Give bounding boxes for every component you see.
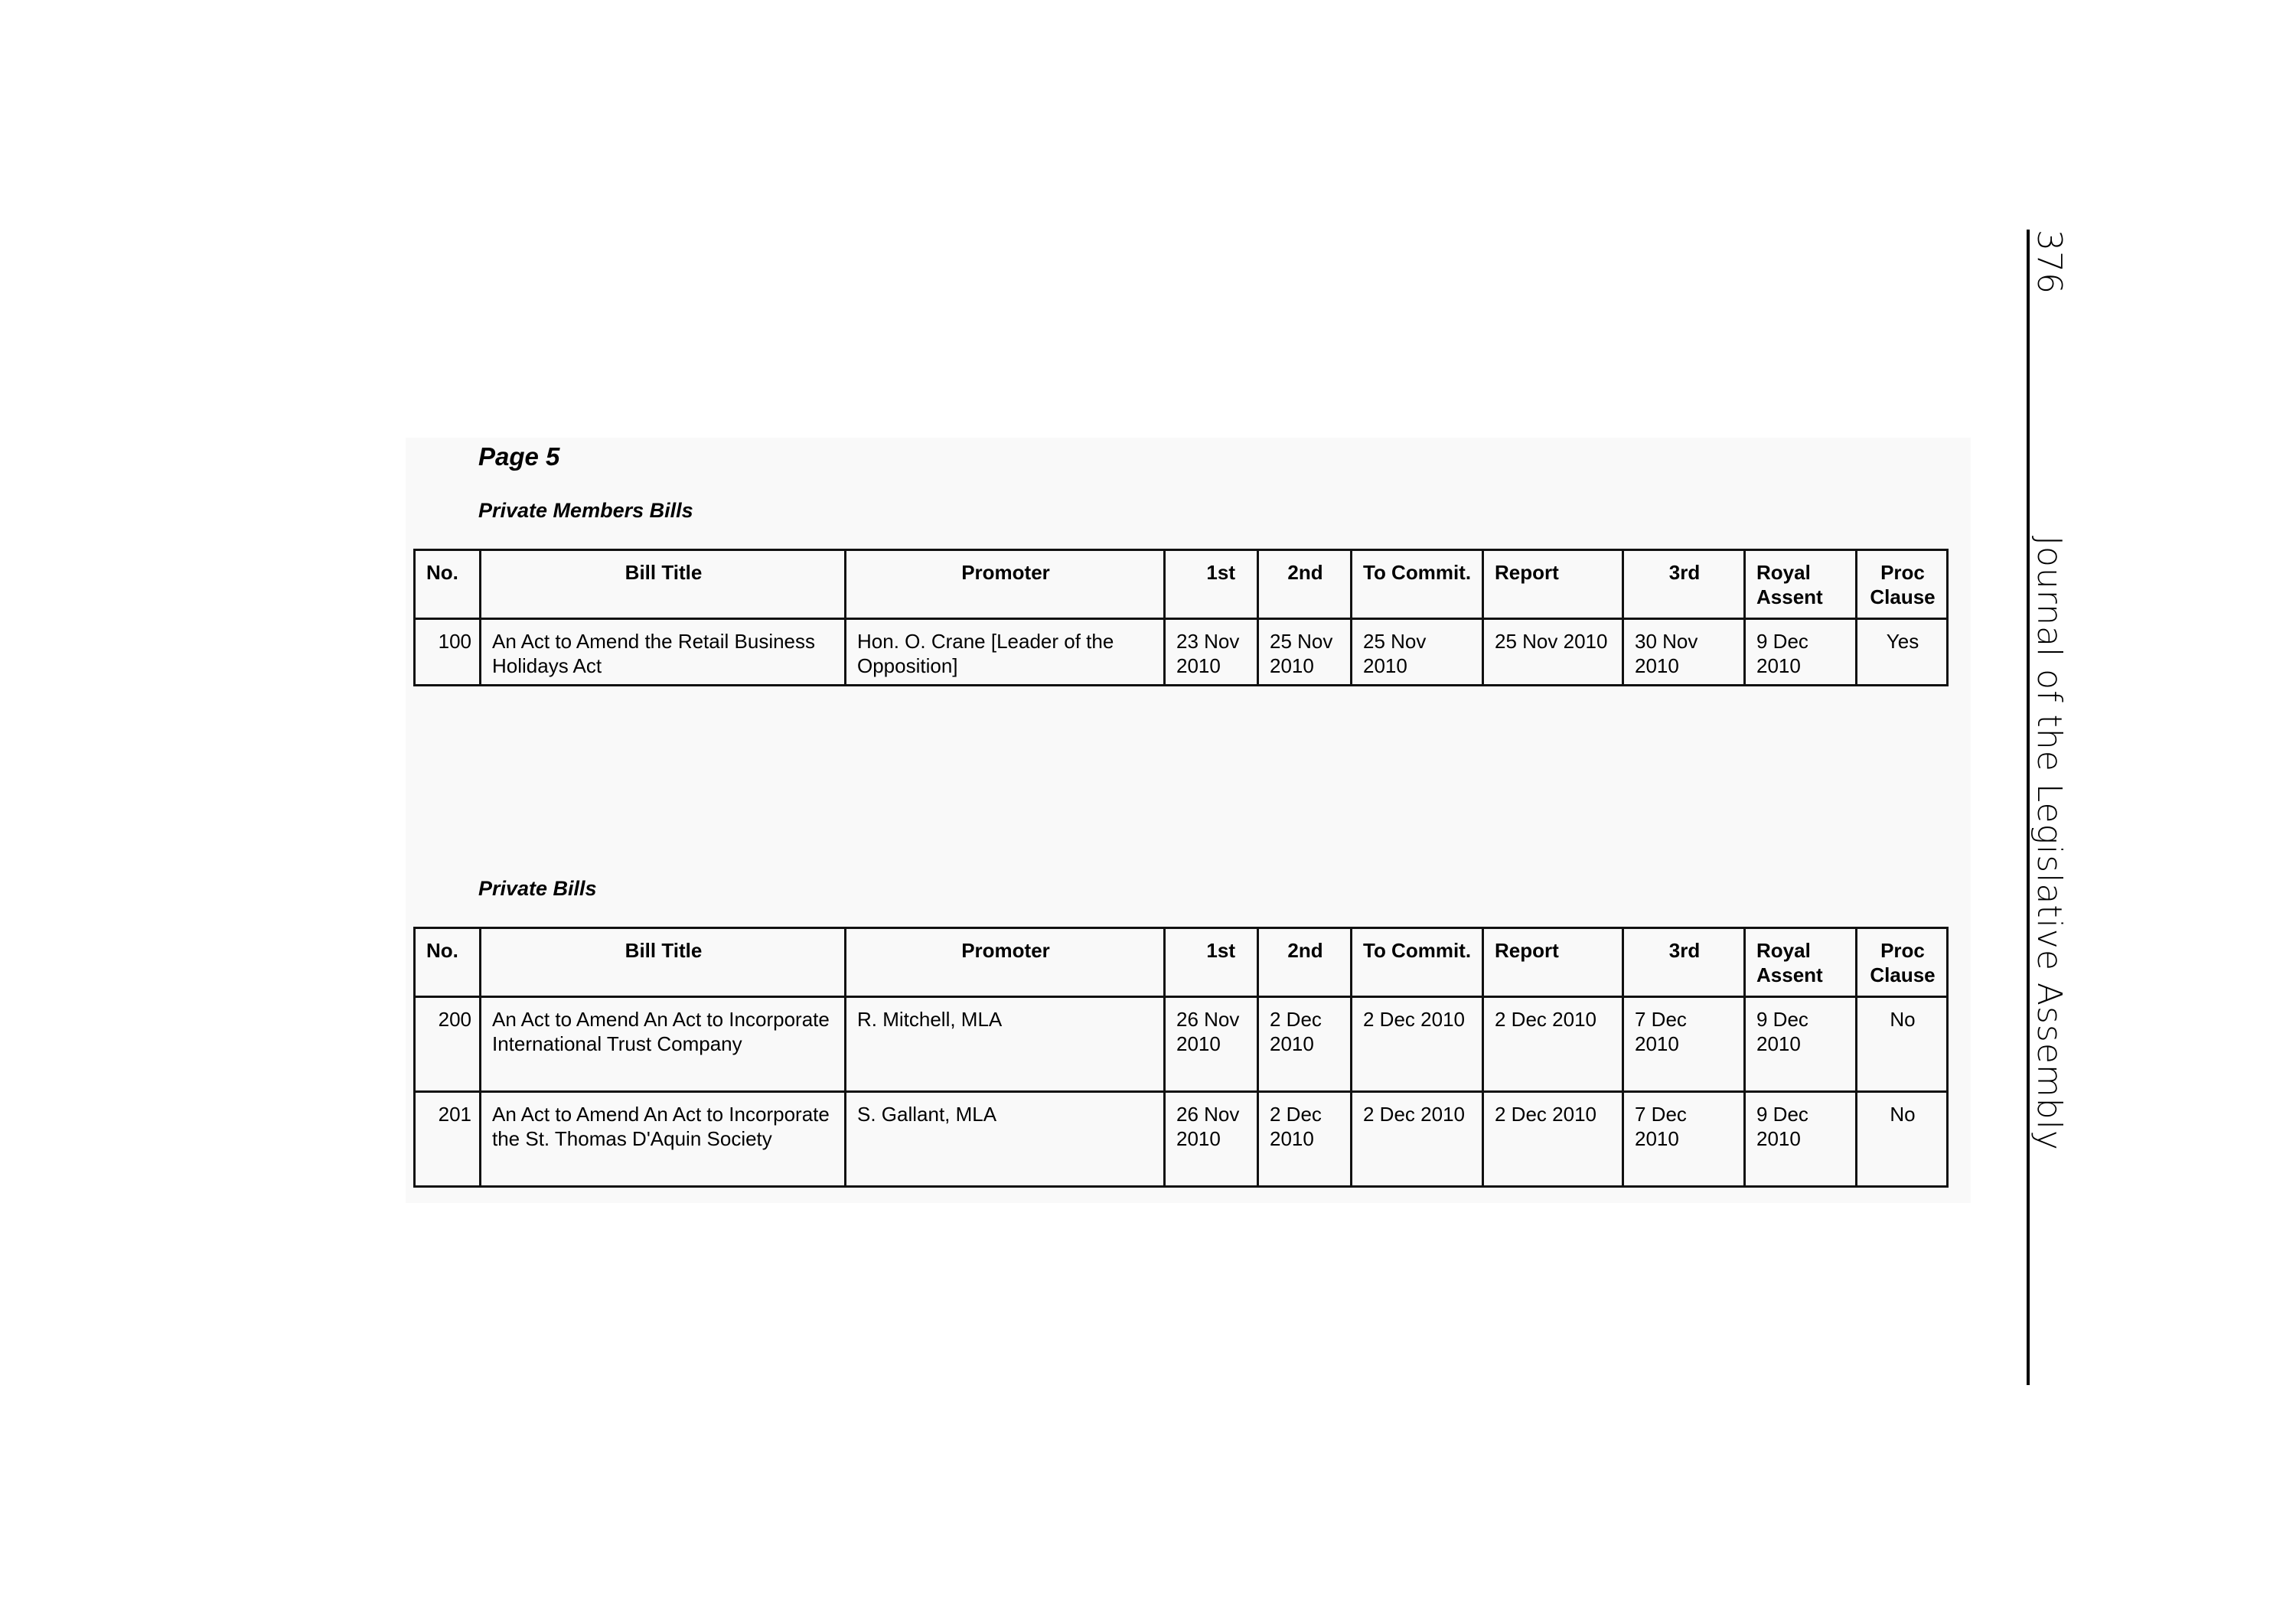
cell-report: 2 Dec 2010 bbox=[1483, 997, 1623, 1092]
cell-proc-clause: Yes bbox=[1857, 619, 1948, 686]
cell-royal-assent: 9 Dec 2010 bbox=[1745, 997, 1857, 1092]
column-header-1st: 1st bbox=[1165, 928, 1258, 997]
cell-promoter: R. Mitchell, MLA bbox=[846, 997, 1165, 1092]
column-header-royal-assent: Royal Assent bbox=[1745, 550, 1857, 619]
cell-to-commit: 2 Dec 2010 bbox=[1352, 997, 1483, 1092]
column-header-no: No. bbox=[415, 550, 481, 619]
cell-2nd: 25 Nov 2010 bbox=[1258, 619, 1352, 686]
cell-bill-title: An Act to Amend the Retail Business Holidays Act bbox=[481, 619, 846, 686]
section-heading-private-bills: Private Bills bbox=[478, 877, 597, 900]
cell-bill-title: An Act to Amend An Act to Incorporate International Trust Company bbox=[481, 997, 846, 1092]
column-header-bill-title: Bill Title bbox=[481, 550, 846, 619]
column-header-2nd: 2nd bbox=[1258, 550, 1352, 619]
table-row bbox=[415, 997, 1948, 1092]
cell-proc-clause: No bbox=[1857, 1092, 1948, 1187]
column-header-proc-clause: Proc Clause bbox=[1857, 550, 1948, 619]
column-header-no: No. bbox=[415, 928, 481, 997]
cell-bill-title: An Act to Amend An Act to Incorporate the St. Thomas D'Aquin Society bbox=[481, 1092, 846, 1187]
column-header-proc-clause: Proc Clause bbox=[1857, 928, 1948, 997]
cell-3rd: 30 Nov 2010 bbox=[1623, 619, 1745, 686]
column-header-royal-assent: Royal Assent bbox=[1745, 928, 1857, 997]
cell-no: 201 bbox=[415, 1092, 481, 1187]
cell-royal-assent: 9 Dec 2010 bbox=[1745, 1092, 1857, 1187]
cell-3rd: 7 Dec 2010 bbox=[1623, 1092, 1745, 1187]
cell-royal-assent: 9 Dec 2010 bbox=[1745, 619, 1857, 686]
column-header-3rd: 3rd bbox=[1623, 928, 1745, 997]
table-row bbox=[415, 619, 1948, 686]
cell-promoter: S. Gallant, MLA bbox=[846, 1092, 1165, 1187]
column-header-bill-title: Bill Title bbox=[481, 928, 846, 997]
cell-report: 2 Dec 2010 bbox=[1483, 1092, 1623, 1187]
column-header-2nd: 2nd bbox=[1258, 928, 1352, 997]
cell-to-commit: 25 Nov 2010 bbox=[1352, 619, 1483, 686]
journal-title: Journal of the Legislative Assembly bbox=[2030, 536, 2069, 1151]
cell-to-commit: 2 Dec 2010 bbox=[1352, 1092, 1483, 1187]
private-bills-table bbox=[413, 927, 1949, 1188]
column-header-to-commit: To Commit. bbox=[1352, 928, 1483, 997]
cell-1st: 23 Nov 2010 bbox=[1165, 619, 1258, 686]
cell-no: 100 bbox=[415, 619, 481, 686]
cell-no: 200 bbox=[415, 997, 481, 1092]
page-heading: Page 5 bbox=[478, 442, 560, 471]
column-header-to-commit: To Commit. bbox=[1352, 550, 1483, 619]
cell-proc-clause: No bbox=[1857, 997, 1948, 1092]
cell-1st: 26 Nov 2010 bbox=[1165, 997, 1258, 1092]
cell-3rd: 7 Dec 2010 bbox=[1623, 997, 1745, 1092]
column-header-report: Report bbox=[1483, 928, 1623, 997]
table-row bbox=[415, 1092, 1948, 1187]
column-header-promoter: Promoter bbox=[846, 550, 1165, 619]
column-header-report: Report bbox=[1483, 550, 1623, 619]
cell-promoter: Hon. O. Crane [Leader of the Opposition] bbox=[846, 619, 1165, 686]
column-header-1st: 1st bbox=[1165, 550, 1258, 619]
cell-2nd: 2 Dec 2010 bbox=[1258, 1092, 1352, 1187]
private-members-bills-table bbox=[413, 549, 1949, 686]
column-header-3rd: 3rd bbox=[1623, 550, 1745, 619]
section-heading-private-members-bills: Private Members Bills bbox=[478, 499, 693, 522]
table-header-row bbox=[415, 550, 1948, 619]
journal-page-number: 376 bbox=[2030, 230, 2069, 294]
column-header-promoter: Promoter bbox=[846, 928, 1165, 997]
table-header-row bbox=[415, 928, 1948, 997]
cell-report: 25 Nov 2010 bbox=[1483, 619, 1623, 686]
cell-2nd: 2 Dec 2010 bbox=[1258, 997, 1352, 1092]
cell-1st: 26 Nov 2010 bbox=[1165, 1092, 1258, 1187]
